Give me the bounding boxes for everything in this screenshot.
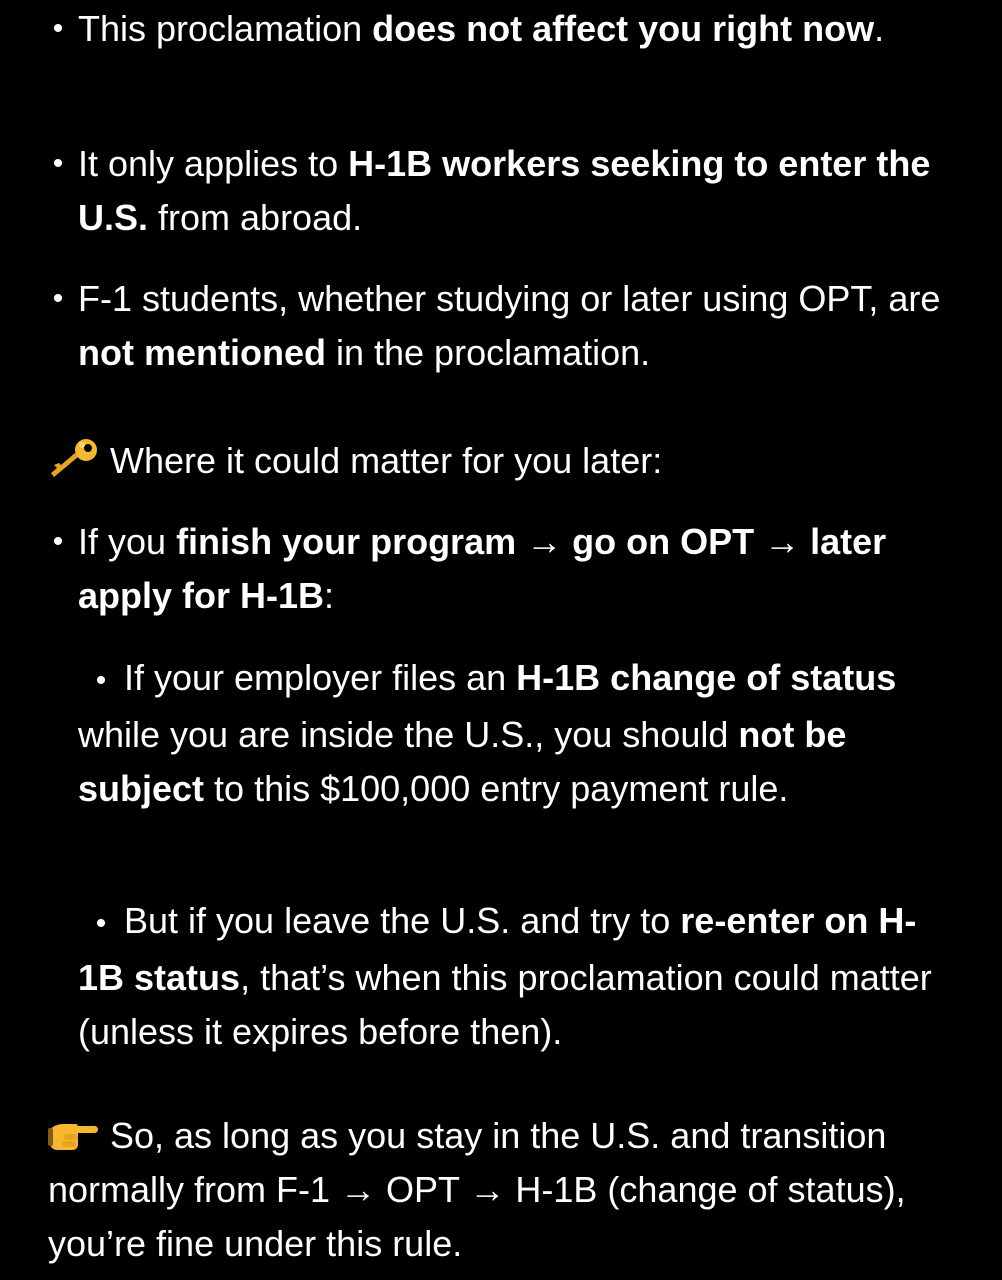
key-icon (48, 437, 100, 481)
bullet-item (50, 137, 978, 245)
bullet-bold-text: finish your program → go on OPT → later apply for H-1B (78, 521, 887, 616)
pointing-hand-icon (48, 1114, 100, 1154)
conclusion (48, 1109, 948, 1271)
sub-bullet-bold-text: H-1B change of status (516, 657, 897, 698)
bullet-bold-text: not mentioned (78, 332, 326, 373)
sub-bullet-text: But if you leave the U.S. and try to (124, 900, 681, 941)
later-heading (48, 434, 948, 488)
bullet-bold-text: H-1B workers seeking to enter the U.S. (78, 143, 931, 238)
bullet-dot: • (95, 907, 107, 940)
bullet-item (50, 2, 978, 56)
sub-bullet-bold-text: re-enter on H-1B status (78, 900, 917, 998)
sub-bullet-item (78, 894, 958, 1059)
conclusion-text: So, as long as you stay in the U.S. and transition normally from F-1 → OPT → H-1B (change of status), you’re fine under this rule. (48, 1115, 906, 1264)
bullet-dot: • (52, 525, 64, 558)
bullet-text: It only applies to (78, 143, 349, 184)
bullet-dot: • (52, 147, 64, 180)
bullet-dot: • (95, 664, 107, 697)
bullet-item (50, 272, 978, 380)
bullet-bold-text: does not affect you right now (372, 8, 875, 49)
bullet-text: from abroad. (148, 197, 363, 238)
bullet-item (50, 515, 978, 623)
bullet-text: If you (78, 521, 177, 562)
bullet-text: This proclamation (78, 8, 373, 49)
sub-bullet-bold-text: not be subject (78, 714, 847, 809)
sub-bullet-item (78, 651, 958, 816)
bullet-text: in the proclamation. (325, 332, 651, 373)
bullet-text: . (874, 8, 885, 49)
sub-bullet-text: If your employer files an (124, 657, 517, 698)
bullet-text: F-1 students, whether studying or later using OPT, are (78, 278, 941, 319)
sub-bullet-text: to this $100,000 entry payment rule. (204, 768, 789, 809)
sub-bullet-text: , that’s when this proclamation could matter (unless it expires before then). (78, 957, 932, 1052)
sub-bullet-text: while you are inside the U.S., you should (78, 714, 739, 755)
bullet-dot: • (52, 282, 64, 315)
later-heading-text: Where it could matter for you later: (110, 440, 663, 481)
bullet-text: : (324, 575, 335, 616)
bullet-dot: • (52, 12, 64, 45)
